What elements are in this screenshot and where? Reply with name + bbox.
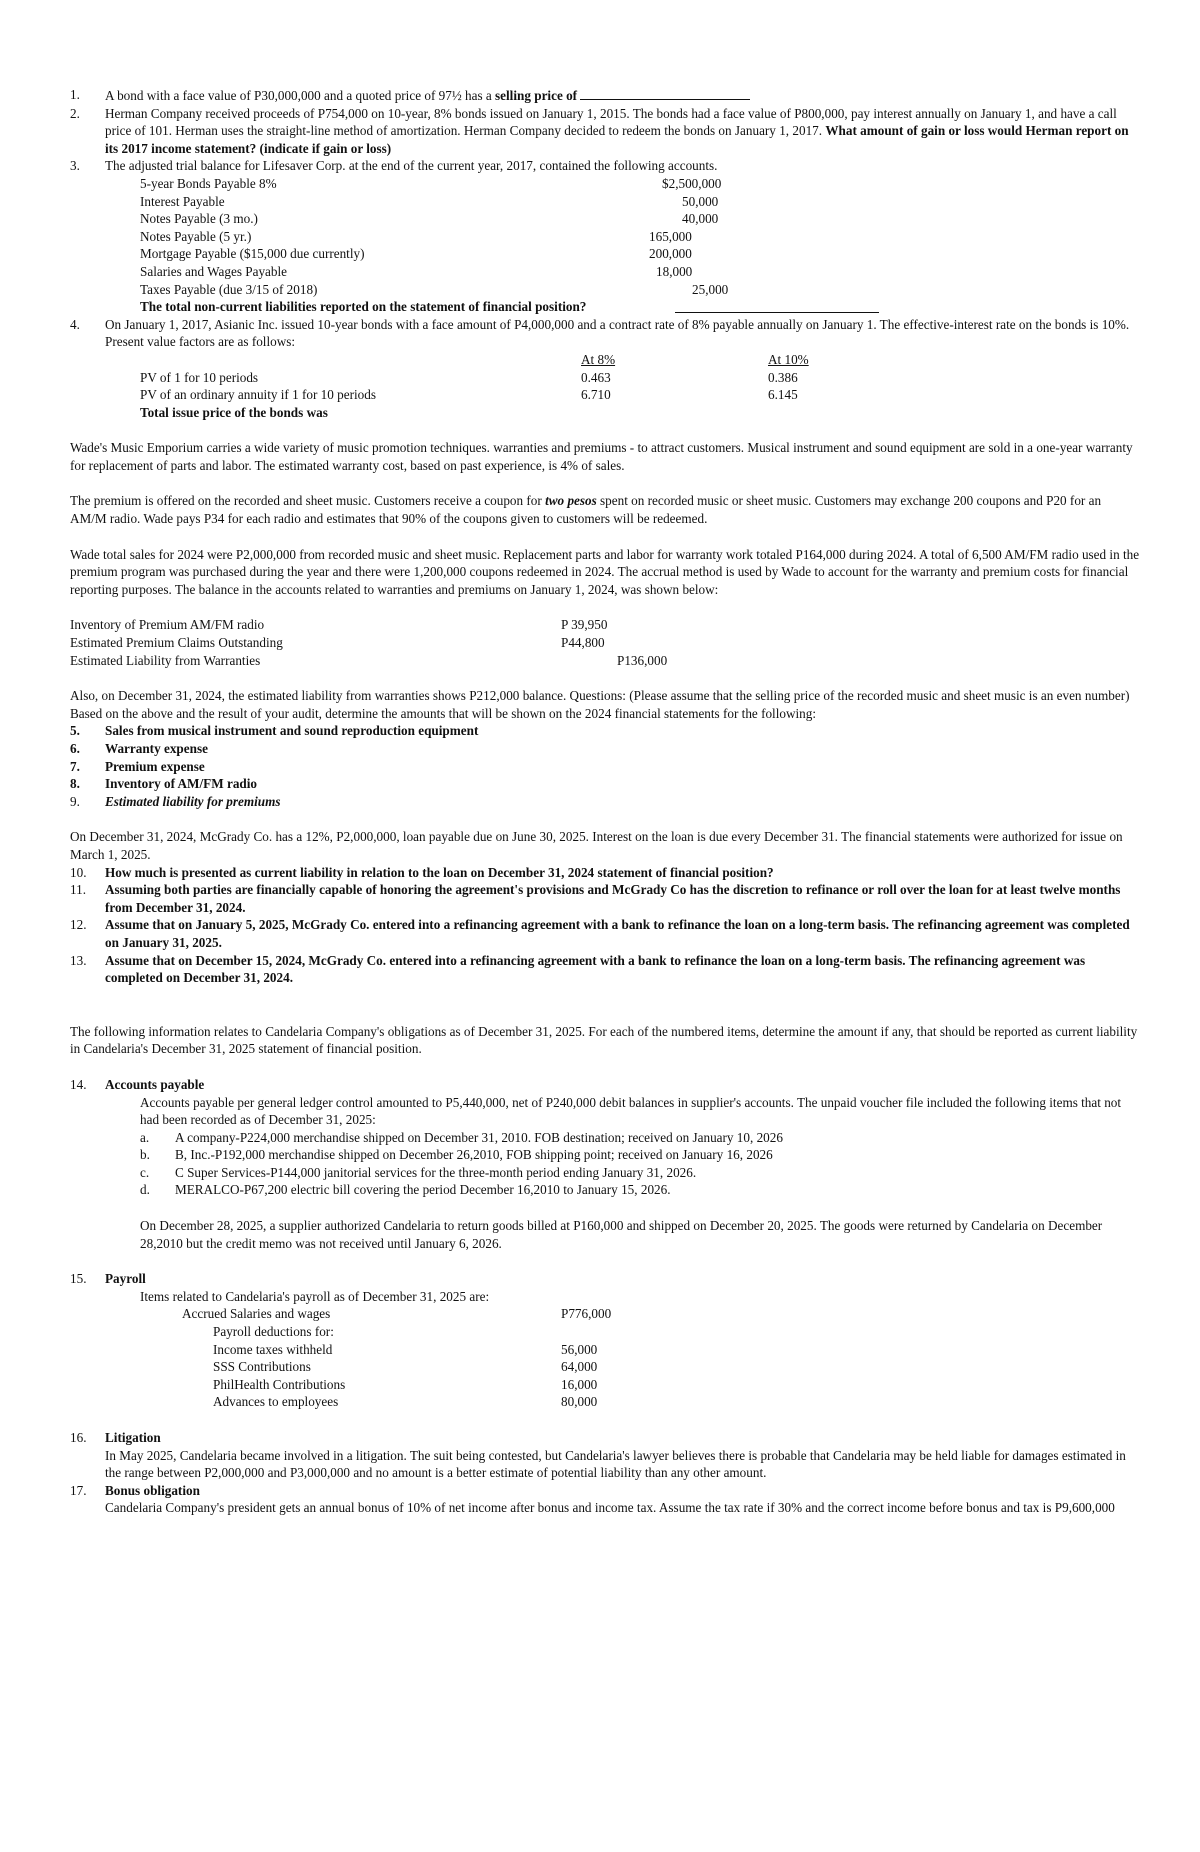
payroll-value: 16,000 (561, 1376, 598, 1392)
account-label: Mortgage Payable ($15,000 due currently) (140, 246, 365, 262)
factor-value: 0.386 (768, 369, 798, 385)
table-row (105, 1393, 1140, 1411)
list-text: A company-P224,000 merchandise shipped on December 31, 2010. FOB destination; received on January 10, 2026 (175, 1129, 783, 1145)
question-11 (70, 881, 1140, 916)
list-item (140, 1146, 1140, 1164)
factor-value: 6.710 (581, 387, 611, 403)
text-run: The premium is offered on the recorded and sheet music. Customers receive a coupon for (70, 493, 546, 509)
question-text: Estimated liability for premiums (105, 793, 281, 809)
question-text: Items related to Candelaria's payroll as of December 31, 2025 are: (140, 1288, 490, 1304)
question-text: On January 1, 2017, Asianic Inc. issued 10-year bonds with a face amount of P4,000,000 and a contract rate of 8% payable annually on January 1. The effective-interest rate on the bonds is 10%. Present value factors are as follows: (105, 316, 1130, 350)
question-9 (70, 793, 1140, 811)
table-row (140, 245, 1140, 263)
list-marker: a. (140, 1129, 150, 1145)
list-text: C Super Services-P144,000 janitorial services for the three-month period ending January 31, 2026. (175, 1164, 697, 1180)
factor-value: 0.463 (581, 369, 611, 385)
list-text: B, Inc.-P192,000 merchandise shipped on December 26,2010, FOB shipping point; received on January 16, 2026 (175, 1147, 773, 1163)
payroll-label: SSS Contributions (213, 1359, 311, 1375)
credit-value: 40,000 (682, 211, 719, 227)
wade-paragraph-5: Based on the above and the result of your audit, determine the amounts that will be shown on the 2024 financial statements for the following: (70, 705, 817, 721)
question-8 (70, 775, 1140, 793)
answer-blank (580, 86, 750, 100)
factor-label: PV of 1 for 10 periods (140, 369, 259, 385)
account-label: Estimated Premium Claims Outstanding (70, 635, 283, 651)
question-bold-text: selling price of (495, 88, 578, 103)
question-bold-text: Total issue price of the bonds was (140, 404, 328, 420)
payroll-label: PhilHealth Contributions (213, 1376, 346, 1392)
table-row (140, 210, 1140, 228)
question-number: 12. (70, 917, 87, 933)
list-item (140, 1129, 1140, 1147)
question-text: How much is presented as current liability in relation to the loan on December 31, 2024 statement of financial position? (105, 864, 774, 880)
table-row (140, 175, 1140, 193)
question-6 (70, 740, 1140, 758)
column-header: At 10% (768, 351, 809, 367)
table-row (140, 228, 1140, 246)
question-number: 16. (70, 1430, 87, 1445)
question-number: 4. (70, 316, 80, 332)
payroll-value: 56,000 (561, 1341, 598, 1357)
account-label: Notes Payable (5 yr.) (140, 228, 252, 244)
question-text: In May 2025, Candelaria became involved in a litigation. The suit being contested, but Candelaria's lawyer believes there is probable that Candelaria may be held liable for damages estimated in the range between P2,000,000 and P3,000,000 and no amount is a better estimate of potential liability than any other amount. (105, 1447, 1126, 1481)
answer-blank (675, 299, 879, 313)
pv-factor-table (140, 351, 1140, 421)
question-13 (70, 952, 1140, 987)
balance-value: P44,800 (561, 635, 605, 651)
question-number: 10. (70, 864, 87, 880)
question-number: 8. (70, 776, 80, 792)
factor-label: PV of an ordinary annuity if 1 for 10 periods (140, 387, 376, 403)
question-text: Candelaria Company's president gets an annual bonus of 10% of net income after bonus and income tax. Assume the tax rate if 30% and the correct income before bonus and tax is P9,600,000 (105, 1500, 1115, 1516)
table-row (140, 263, 1140, 281)
return-note: On December 28, 2025, a supplier authorized Candelaria to return goods billed at P160,000 and shipped on December 20, 2025. The goods were returned by Candelaria on December 28,2010 but the credit memo was not received until January 6, 2026. (140, 1218, 1103, 1251)
payroll-value: 64,000 (561, 1359, 598, 1375)
question-text: Assume that on January 5, 2025, McGrady Co. entered into a refinancing agreement with a bank to refinance the loan on a long-term basis. The refinancing agreement was completed on January 31, 2025. (105, 917, 1130, 950)
table-row (70, 634, 1140, 652)
wade-paragraph-4: Also, on December 31, 2024, the estimated liability from warranties shows P212,000 balance. Questions: (Please assume that the selling price of the recorded music and sheet music is an even number) (70, 688, 1130, 704)
question-bold-text: What amount of gain or loss would Herman report on its 2017 income statement? (indicate if gain or loss) (105, 123, 1129, 156)
payroll-label: Accrued Salaries and wages (182, 1306, 331, 1322)
wade-paragraph-1: Wade's Music Emporium carries a wide variety of music promotion techniques. warranties and premiums - to attract customers. Musical instrument and sound equipment are sold in a one-year warranty for replacement of parts and labor. The estimated warranty cost, based on past experience, is 4% of sales. (70, 440, 1133, 473)
table-row (140, 404, 1140, 422)
table-row (105, 1376, 1140, 1394)
payroll-table (105, 1305, 1140, 1411)
table-row (140, 281, 1140, 299)
table-row (140, 386, 1140, 404)
account-label: Taxes Payable (due 3/15 of 2018) (140, 281, 318, 297)
list-marker: c. (140, 1164, 150, 1180)
question-15 (70, 1270, 1140, 1411)
question-12 (70, 916, 1140, 951)
question-text: Herman Company received proceeds of P754,000 on 10-year, 8% bonds issued on January 1, 2015. The bonds had a face value of P800,000, pay interest annually on January 1, and have a call price of 101. Herman uses the straight-line method of amortization. Herman Company decided to redeem the bonds on January 1, 2017. (105, 105, 1117, 139)
payroll-label: Advances to employees (213, 1394, 339, 1410)
question-1 (70, 86, 1140, 105)
question-number: 11. (70, 882, 86, 898)
question-7 (70, 758, 1140, 776)
table-row (105, 1305, 1140, 1323)
text-run: spent on recorded music or sheet music. Customers may exchange 200 coupons and P20 for an AM/M radio. Wade pays P34 for each radio and estimates that 90% of the coupons given to customers will be redeemed. (70, 493, 1102, 527)
question-text: Sales from musical instrument and sound reproduction equipment (105, 723, 479, 739)
question-bold-text: The total non-current liabilities reported on the statement of financial position? (140, 299, 587, 315)
account-label: Estimated Liability from Warranties (70, 652, 261, 668)
question-number: 14. (70, 1076, 87, 1092)
debit-value: 18,000 (656, 263, 693, 279)
payroll-value: 80,000 (561, 1394, 598, 1410)
question-5 (70, 722, 1140, 740)
account-label: Salaries and Wages Payable (140, 263, 288, 279)
debit-value: 165,000 (649, 228, 692, 244)
question-number: 7. (70, 758, 80, 774)
column-header: At 8% (581, 351, 616, 367)
table-row (105, 1358, 1140, 1376)
credit-value: $2,500,000 (662, 175, 722, 191)
table-row (140, 369, 1140, 387)
wade-paragraph-3: Wade total sales for 2024 were P2,000,000 from recorded music and sheet music. Replacement parts and labor for warranty work totaled P164,000 during 2024. A total of 6,500 AM/FM radio used in the premium program was purchased during the year and there were 1,200,000 coupons redeemed in 2024. The accrual method is used by Wade to account for the warranty and premium costs for financial reporting purposes. The balance in the accounts related to warranties and premiums on January 1, 2024, was shown below: (70, 546, 1140, 597)
question-number: 17. (70, 1482, 87, 1498)
document-page (70, 86, 1140, 1517)
mcgrady-intro: On December 31, 2024, McGrady Co. has a 12%, P2,000,000, loan payable due on June 30, 2025. Interest on the loan is due every December 31. The financial statements were authorized for issue on March 1, 2025. (70, 829, 1123, 862)
list-item (140, 1181, 1140, 1199)
balance-value: P136,000 (617, 652, 668, 668)
account-label: Inventory of Premium AM/FM radio (70, 617, 265, 633)
question-text: Warranty expense (105, 741, 208, 756)
question-number: 2. (70, 105, 80, 121)
debit-value: 200,000 (649, 246, 692, 262)
question-text: Assuming both parties are financially capable of honoring the agreement's provisions and McGrady Co has the discretion to refinance or roll over the loan for at least twelve months from December 31, 2024. (105, 882, 1121, 915)
list-text: MERALCO-P67,200 electric bill covering the period December 16,2010 to January 15, 2026. (175, 1182, 671, 1198)
account-label: Interest Payable (140, 193, 225, 209)
question-text: Premium expense (105, 758, 205, 774)
list-marker: b. (140, 1147, 150, 1163)
question-text: The adjusted trial balance for Lifesaver Corp. at the end of the current year, 2017, contained the following accounts. (105, 158, 718, 174)
factor-value: 6.145 (768, 387, 798, 403)
list-marker: d. (140, 1182, 150, 1198)
question-text: Inventory of AM/FM radio (105, 776, 258, 792)
account-label: 5-year Bonds Payable 8% (140, 175, 277, 191)
section-title: Accounts payable (105, 1076, 205, 1092)
payroll-label: Payroll deductions for: (213, 1324, 334, 1340)
question-number: 5. (70, 723, 80, 739)
table-row (70, 616, 1140, 634)
section-title: Litigation (105, 1430, 161, 1445)
question-16 (70, 1429, 1140, 1482)
candelaria-intro: The following information relates to Candelaria Company's obligations as of December 31, 2025. For each of the numbered items, determine the amount if any, that should be reported as current liability in Candelaria's December 31, 2025 statement of financial position. (70, 1023, 1138, 1057)
question-text: A bond with a face value of P30,000,000 and a quoted price of 97½ has a (105, 88, 496, 103)
unrecorded-items-list (105, 1129, 1140, 1199)
question-10 (70, 864, 1140, 882)
table-row (105, 1341, 1140, 1359)
question-14 (70, 1076, 1140, 1252)
trial-balance-table (140, 175, 1140, 316)
question-3 (70, 157, 1140, 315)
question-number: 6. (70, 741, 80, 756)
question-text: Accounts payable per general ledger control amounted to P5,440,000, net of P240,000 debit balances in supplier's accounts. The unpaid voucher file included the following items that not had been recorded as of December 31, 2025: (140, 1094, 1122, 1128)
question-17 (70, 1482, 1140, 1517)
balance-table (70, 616, 1140, 669)
section-title: Payroll (105, 1271, 146, 1287)
table-row (105, 1323, 1140, 1341)
question-text: Assume that on December 15, 2024, McGrady Co. entered into a refinancing agreement with a bank to refinance the loan on a long-term basis. The refinancing agreement was completed on December 31, 2024. (105, 952, 1086, 986)
payroll-value: P776,000 (561, 1306, 612, 1322)
question-number: 9. (70, 793, 80, 809)
wade-paragraph-2 (70, 492, 1140, 527)
question-number: 1. (70, 87, 80, 102)
emphasis-text: two pesos (545, 493, 597, 509)
table-row (140, 193, 1140, 211)
credit-value: 50,000 (682, 193, 719, 209)
payroll-label: Income taxes withheld (213, 1341, 333, 1357)
section-title: Bonus obligation (105, 1482, 200, 1498)
question-4 (70, 316, 1140, 422)
list-item (140, 1164, 1140, 1182)
balance-value: P 39,950 (561, 617, 608, 633)
table-row (140, 298, 1140, 316)
account-label: Notes Payable (3 mo.) (140, 211, 258, 227)
table-row (70, 652, 1140, 670)
question-number: 15. (70, 1271, 87, 1287)
question-number: 3. (70, 158, 80, 174)
question-2 (70, 105, 1140, 158)
table-header-row (140, 351, 1140, 369)
credit-value: 25,000 (692, 281, 729, 297)
question-number: 13. (70, 952, 87, 968)
